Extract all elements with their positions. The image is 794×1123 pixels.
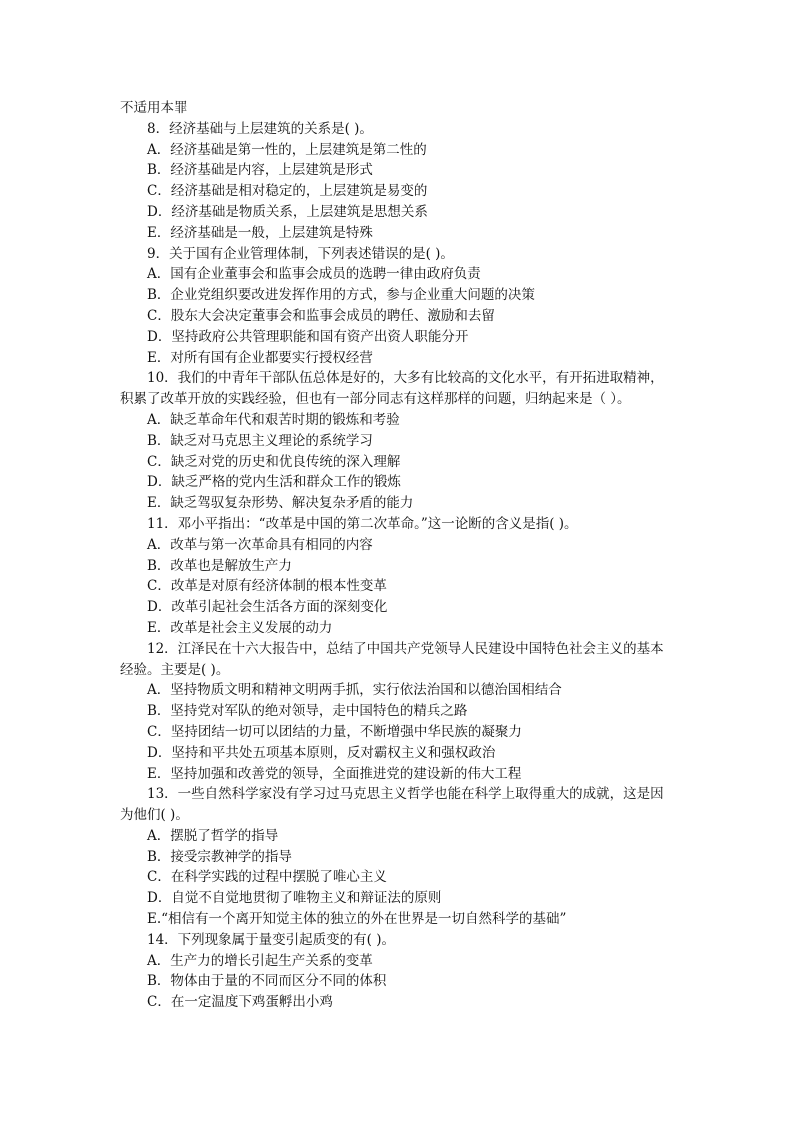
option-line: B．接受宗教神学的指导: [147, 848, 292, 865]
option-line: A．生产力的增长引起生产关系的变革: [147, 952, 373, 969]
question-11: 11．邓小平指出：“改革是中国的第二次革命。”这一论断的含义是指( )。: [147, 515, 578, 532]
text-line: 不适用本罪: [120, 100, 188, 116]
option-line: B．坚持党对军队的绝对领导，走中国特色的精兵之路: [147, 703, 468, 720]
question-10: 10．我们的中青年干部队伍总体是好的，大多有比较高的文化水平，有开拓进取精神，积累了改革开放的实践经验，但也有一部分同志有这样那样的问题，归纳起来是（ ）。: [120, 370, 664, 408]
question-8: 8．经济基础与上层建筑的关系是( )。: [147, 120, 373, 137]
question-13: 13．一些自然科学家没有学习过马克思主义哲学也能在科学上取得重大的成就，这是因为他们( )。: [120, 786, 664, 824]
option-line: E．坚持加强和改善党的领导，全面推进党的建设新的伟大工程: [147, 765, 522, 782]
option-line: D．坚持政府公共管理职能和国有资产出资人职能分开: [147, 328, 469, 345]
question-9: 9．关于国有企业管理体制，下列表述错误的是( )。: [147, 245, 454, 262]
option-line: D．经济基础是物质关系，上层建筑是思想关系: [147, 203, 428, 220]
option-line: D．缺乏严格的党内生活和群众工作的锻炼: [147, 474, 401, 491]
option-line: A．缺乏革命年代和艰苦时期的锻炼和考验: [147, 411, 400, 428]
option-line: A．经济基础是第一性的，上层建筑是第二性的: [147, 141, 427, 158]
question-14: 14．下列现象属于量变引起质变的有( )。: [147, 931, 396, 948]
option-line: D．改革引起社会生活各方面的深刻变化: [147, 599, 388, 616]
option-line: C．缺乏对党的历史和优良传统的深入理解: [147, 453, 401, 470]
option-line: D．自觉不自觉地贯彻了唯物主义和辩证法的原则: [147, 890, 442, 907]
option-line: A．国有企业董事会和监事会成员的选聘一律由政府负责: [147, 266, 481, 283]
option-line: A．改革与第一次革命具有相同的内容: [147, 536, 373, 553]
option-line: A．坚持物质文明和精神文明两手抓，实行依法治国和以德治国相结合: [147, 682, 562, 699]
option-line: E．经济基础是一般，上层建筑是特殊: [147, 224, 373, 241]
option-line: C．在科学实践的过程中摆脱了唯心主义: [147, 869, 387, 886]
option-line: B．企业党组织要改进发挥作用的方式，参与企业重大问题的决策: [147, 287, 535, 304]
document-page: [120, 98, 675, 1013]
option-line: B．物体由于量的不同而区分不同的体积: [147, 973, 387, 990]
option-line: E．缺乏驾驭复杂形势、解决复杂矛盾的能力: [147, 495, 414, 512]
option-line: B．缺乏对马克思主义理论的系统学习: [147, 432, 373, 449]
option-line: D．坚持和平共处五项基本原则，反对霸权主义和强权政治: [147, 744, 496, 761]
option-line: E．对所有国有企业都要实行授权经营: [147, 349, 373, 366]
option-line: C．坚持团结一切可以团结的力量，不断增强中华民族的凝聚力: [147, 723, 522, 740]
option-line: E.“相信有一个离开知觉主体的独立的外在世界是一切自然科学的基础”: [147, 911, 567, 928]
question-12: 12．江泽民在十六大报告中，总结了中国共产党领导人民建设中国特色社会主义的基本经验。主要是( )。: [120, 640, 664, 678]
option-line: B．改革也是解放生产力: [147, 557, 292, 574]
option-line: C．股东大会决定董事会和监事会成员的聘任、激励和去留: [147, 307, 495, 324]
option-line: A．摆脱了哲学的指导: [147, 827, 279, 844]
option-line: B．经济基础是内容，上层建筑是形式: [147, 162, 373, 179]
option-line: C．改革是对原有经济体制的根本性变革: [147, 578, 387, 595]
option-line: C．经济基础是相对稳定的，上层建筑是易变的: [147, 183, 428, 200]
option-line: C．在一定温度下鸡蛋孵出小鸡: [147, 994, 333, 1011]
option-line: E．改革是社会主义发展的动力: [147, 619, 333, 636]
